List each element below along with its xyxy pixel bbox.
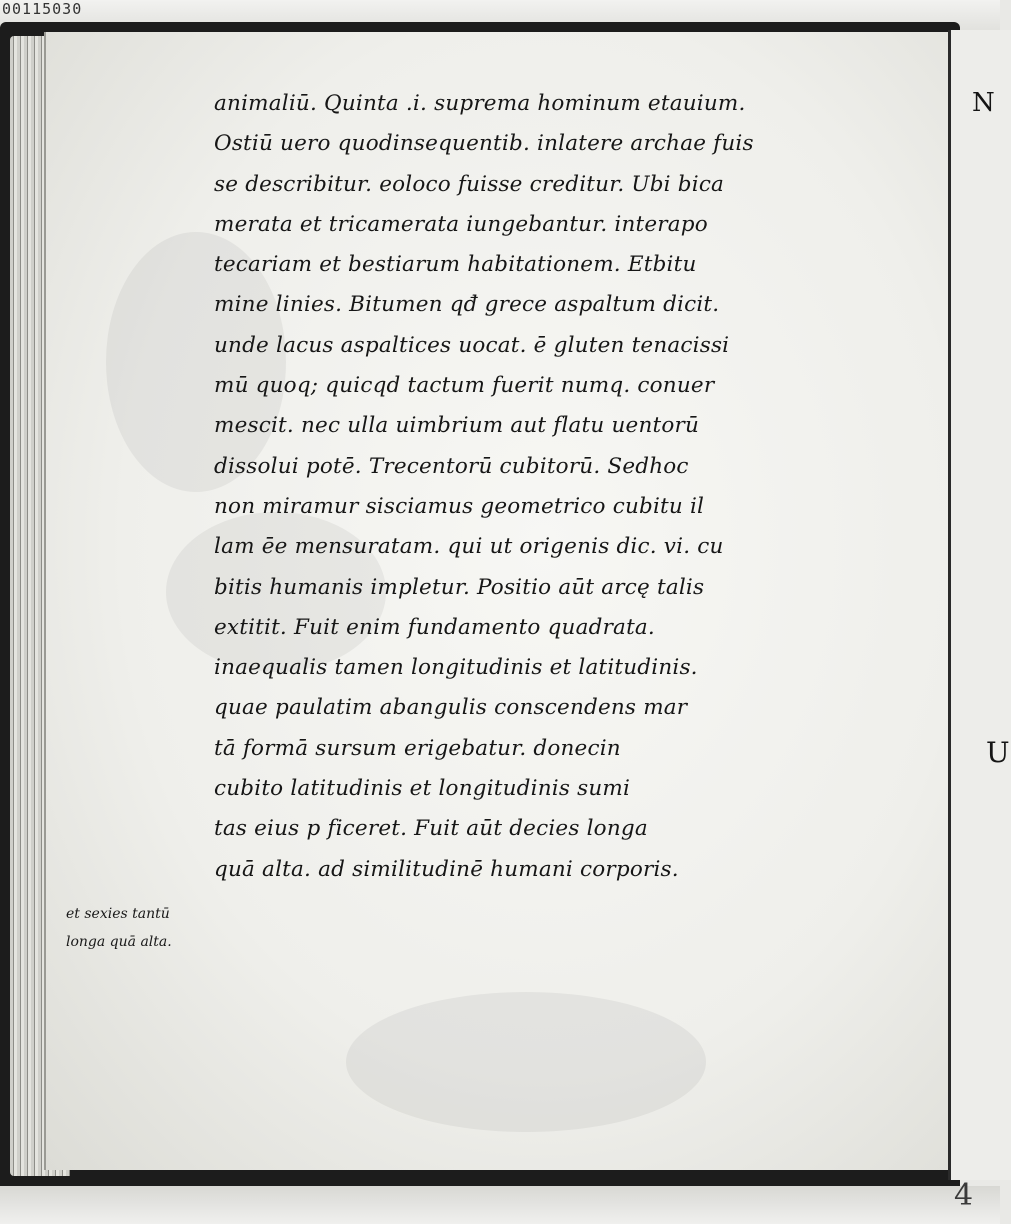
text-line: cubito latitudinis et longitudinis sumi — [214, 776, 631, 802]
scan-bottom-strip — [0, 1186, 1000, 1224]
text-line: bitis humanis impletur. Positio aūt arcę talis — [214, 574, 705, 600]
text-line: tas eius p ficeret. Fuit aūt decies longa — [214, 816, 648, 842]
folio-id: 00115030 — [2, 0, 83, 18]
text-line: se describitur. eoloco fuisse creditur. Ubi bica — [214, 171, 725, 197]
margin-gloss-line: et sexies tantū — [66, 906, 170, 922]
facing-page-letter: N — [972, 88, 995, 118]
text-line: Ostiū uero quodinsequentib. inlatere archae fuis — [214, 131, 754, 157]
text-line: extitit. Fuit enim fundamento quadrata. — [214, 614, 655, 640]
facing-page — [948, 30, 1011, 1180]
text-line: non miramur sisciamus geometrico cubitu il — [214, 493, 705, 519]
text-line: tā formā sursum erigebatur. donecin — [214, 735, 621, 761]
text-line: animaliū. Quinta .i. suprema hominum etauium. — [214, 91, 746, 116]
margin-gloss — [66, 900, 236, 956]
manuscript-text — [214, 84, 904, 890]
text-line: inaequalis tamen longitudinis et latitudinis. — [214, 655, 698, 681]
text-line: mū quoq; quicqd tactum fuerit numq. conuer — [214, 373, 715, 399]
text-line: mescit. nec ulla uimbrium aut flatu uentorū — [214, 413, 700, 439]
folio-number: 4 — [954, 1178, 974, 1213]
page-stain — [346, 992, 706, 1132]
text-line: unde lacus aspaltices uocat. ē gluten tenacissi — [214, 332, 730, 358]
facing-page-letter: U — [986, 736, 1010, 769]
text-line: tecariam et bestiarum habitationem. Etbitu — [214, 252, 697, 278]
text-line: quae paulatim abangulis conscendens mar — [214, 695, 688, 721]
margin-gloss-line: longa quā alta. — [66, 934, 172, 950]
text-line: lam ēe mensuratam. qui ut origenis dic. vi. cu — [214, 534, 724, 560]
text-line: dissolui potē. Trecentorū cubitorū. Sedhoc — [214, 453, 689, 479]
text-line: mine linies. Bitumen qđ grece aspaltum dicit. — [214, 292, 720, 318]
text-line: merata et tricamerata iungebantur. interapo — [214, 211, 708, 237]
text-line: quā alta. ad similitudinē humani corporis. — [214, 856, 679, 882]
